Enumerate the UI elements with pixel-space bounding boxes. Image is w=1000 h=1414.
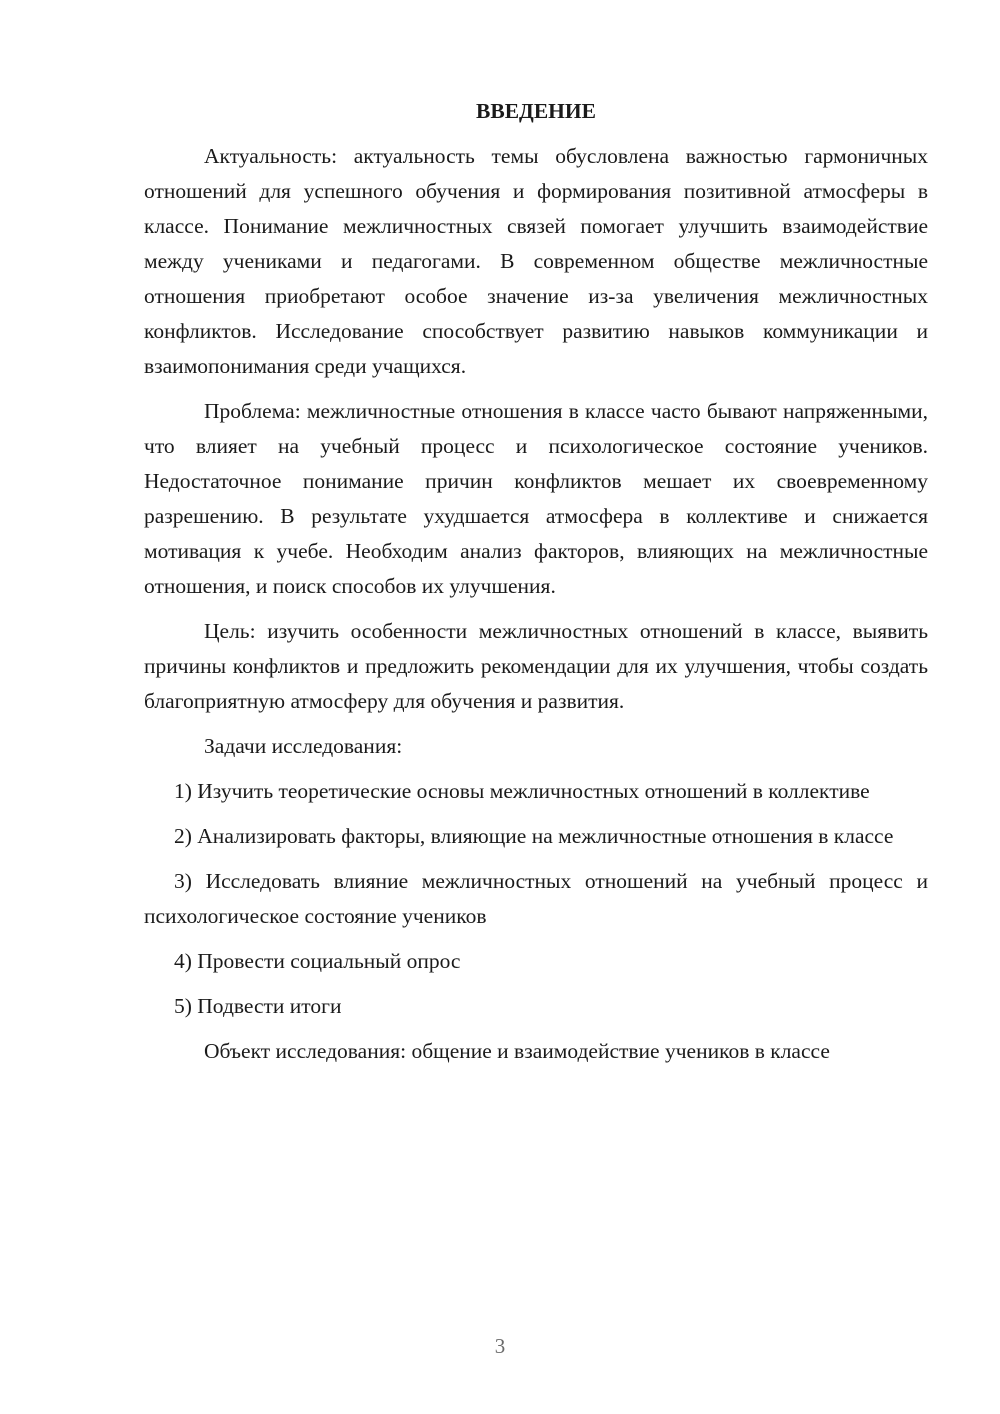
document-page: [144, 96, 928, 1079]
section-heading: ВВЕДЕНИЕ: [476, 99, 596, 123]
research-object: Объект исследования: общение и взаимодействие учеников в классе: [204, 1039, 830, 1063]
task-item-3: 3) Исследовать влияние межличностных отношений на учебный процесс и психологическое состояние учеников: [144, 869, 928, 928]
paragraph-problem: Проблема: межличностные отношения в классе часто бывают напряженными, что влияет на учебный процесс и психологическое состояние учеников. Недостаточное понимание причин конфликтов мешает их своевременному разрешению. В результате ухудшается атмосфера в коллективе и снижается мотивация к учебе. Необходим анализ факторов, влияющих на межличностные отношения, и поиск способов их улучшения.: [144, 399, 928, 598]
paragraph-relevance: Актуальность: актуальность темы обусловлена важностью гармоничных отношений для успешного обучения и формирования позитивной атмосферы в классе. Понимание межличностных связей помогает улучшить взаимодействие между учениками и педагогами. В современном обществе межличностные отношения приобретают особое значение из-за увеличения межличностных конфликтов. Исследование способствует развитию навыков коммуникации и взаимопонимания среди учащихся.: [144, 144, 928, 378]
page-number: 3: [494, 1334, 506, 1358]
paragraph-goal: Цель: изучить особенности межличностных отношений в классе, выявить причины конфликтов и предложить рекомендации для их улучшения, чтобы создать благоприятную атмосферу для обучения и развития.: [144, 619, 928, 713]
task-item-5: 5) Подвести итоги: [174, 994, 342, 1018]
task-item-4: 4) Провести социальный опрос: [174, 949, 461, 973]
task-item-1: 1) Изучить теоретические основы межличностных отношений в коллективе: [174, 779, 870, 803]
tasks-title: Задачи исследования:: [204, 734, 403, 758]
task-item-2: 2) Анализировать факторы, влияющие на межличностные отношения в классе: [174, 824, 894, 848]
